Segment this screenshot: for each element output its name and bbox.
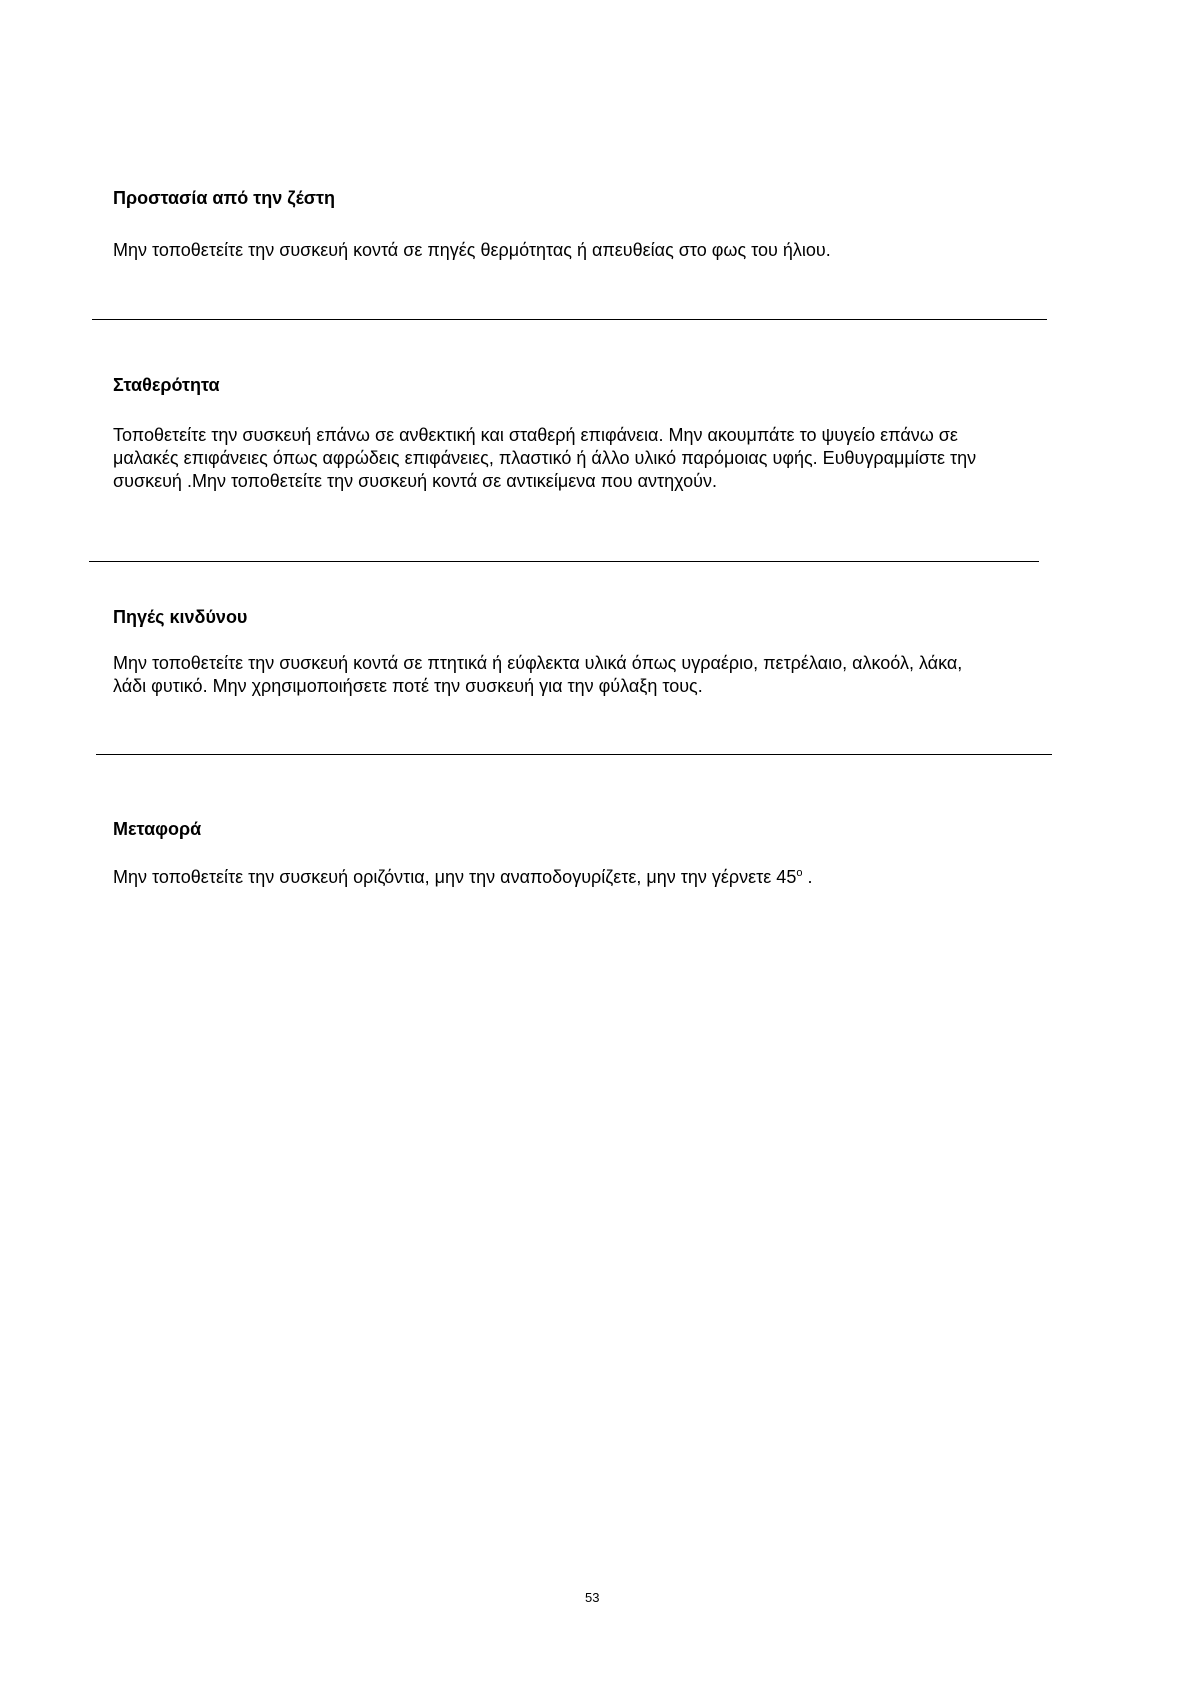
section-heading-hazard-sources: Πηγές κινδύνου [113,607,248,627]
section-body-heat-protection [113,239,1088,262]
section-divider [89,561,1039,562]
section-body-stability [113,424,1088,493]
transport-text: Μην τοποθετείτε την συσκευή οριζόντια, μην την αναποδογυρίζετε, μην την γέρνετε 45 [113,867,797,887]
degree-superscript: ο [796,867,803,879]
section-heading-transport: Μεταφορά [113,819,202,839]
body-line: Μην τοποθετείτε την συσκευή κοντά σε πηγές θερμότητας ή απευθείας στο φως του ήλιου. [113,240,831,260]
body-line: συσκευή .Μην τοποθετείτε την συσκευή κοντά σε αντικείμενα που αντηχούν. [113,471,718,491]
body-line: λάδι φυτικό. Μην χρησιμοποιήσετε ποτέ την συσκευή για την φύλαξη τους. [113,676,703,696]
body-line: Μην τοποθετείτε την συσκευή κοντά σε πτητικά ή εύφλεκτα υλικά όπως υγραέριο, πετρέλαιο, αλκοόλ, λάκα, [113,653,963,673]
section-divider [96,754,1052,755]
body-line: Τοποθετείτε την συσκευή επάνω σε ανθεκτική και σταθερή επιφάνεια. Μην ακουμπάτε το ψυγείο επάνω σε [113,425,958,445]
section-heading-heat-protection: Προστασία από την ζέστη [113,188,336,208]
body-line [113,866,1088,892]
page-number: 53 [585,1590,600,1605]
body-line: μαλακές επιφάνειες όπως αφρώδεις επιφάνειες, πλαστικό ή άλλο υλικό παρόμοιας υφής. Ευθυγραμμίστε την [113,448,977,468]
section-divider [92,319,1047,320]
section-heading-stability: Σταθερότητα [113,375,220,395]
section-body-transport [113,866,1088,892]
section-body-hazard-sources [113,652,1088,698]
transport-text-end: . [802,867,813,887]
